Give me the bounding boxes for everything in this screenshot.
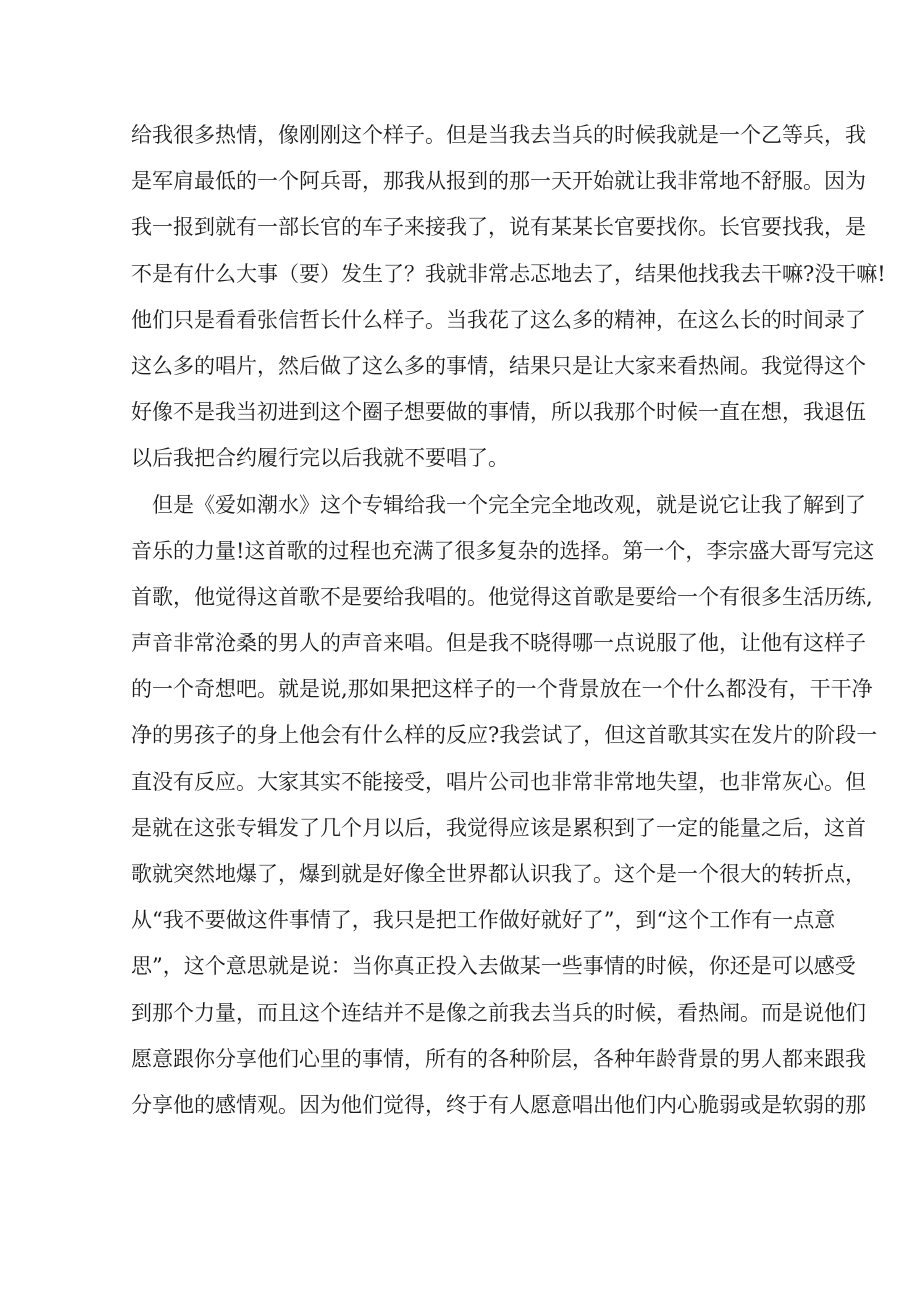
text-line: 直没有反应。大家其实不能接受，唱片公司也非常非常地失望，也非常灰心。但 xyxy=(131,769,866,794)
text-line: 音乐的力量!这首歌的过程也充满了很多复杂的选择。第一个，李宗盛大哥写完这 xyxy=(131,538,875,563)
text-line: 的一个奇想吧。就是说,那如果把这样子的一个背景放在一个什么都没有，干干净 xyxy=(131,677,873,702)
text-line: 思”，这个意思就是说：当你真正投入去做某一些事情的时候，你还是可以感受 xyxy=(131,954,856,979)
text-line: 这么多的唱片，然后做了这么多的事情，结果只是让大家来看热闹。我觉得这个 xyxy=(131,353,866,378)
text-line: 以后我把合约履行完以后我就不要唱了。 xyxy=(131,446,509,471)
text-line: 我一报到就有一部长官的车子来接我了，说有某某长官要找你。长官要找我，是 xyxy=(131,215,866,240)
text-line: 歌就突然地爆了，爆到就是好像全世界都认识我了。这个是一个很大的转折点， xyxy=(131,862,866,886)
text-line: 愿意跟你分享他们心里的事情，所有的各种阶层，各种年龄背景的男人都来跟我 xyxy=(131,1046,866,1071)
text-line: 给我很多热情，像刚刚这个样子。但是当我去当兵的时候我就是一个乙等兵，我 xyxy=(131,123,866,147)
paragraph-first-line: 但是《爱如潮水》这个专辑给我一个完全完全地改观，就是说它让我了解到了 xyxy=(152,492,866,517)
text-line: 不是有什么大事（要）发生了？我就非常忐忑地去了，结果他找我去干嘛?没干嘛! xyxy=(131,261,886,286)
text-line: 首歌，他觉得这首歌不是要给我唱的。他觉得这首歌是要给一个有很多生活历练, xyxy=(131,584,873,609)
text-line: 到那个力量，而且这个连结并不是像之前我去当兵的时候，看热闹。而是说他们 xyxy=(131,1000,866,1025)
text-line: 好像不是我当初进到这个圈子想要做的事情，所以我那个时候一直在想，我退伍 xyxy=(131,400,866,425)
text-line: 净的男孩子的身上他会有什么样的反应?我尝试了，但这首歌其实在发片的阶段一 xyxy=(131,723,878,748)
text-line: 是军肩最低的一个阿兵哥，那我从报到的那一天开始就让我非常地不舒服。因为 xyxy=(131,169,866,194)
body-text xyxy=(131,112,886,1128)
text-line: 分享他的感情观。因为他们觉得，终于有人愿意唱出他们内心脆弱或是软弱的那 xyxy=(131,1092,866,1117)
text-line: 声音非常沧桑的男人的声音来唱。但是我不晓得哪一点说服了他，让他有这样子 xyxy=(131,631,866,656)
text-line: 是就在这张专辑发了几个月以后，我觉得应该是累积到了一定的能量之后，这首 xyxy=(131,815,866,840)
text-line: 从“我不要做这件事情了，我只是把工作做好就好了”，到“这个工作有一点意 xyxy=(131,908,836,933)
text-line: 他们只是看看张信哲长什么样子。当我花了这么多的精神，在这么长的时间录了 xyxy=(131,307,866,332)
